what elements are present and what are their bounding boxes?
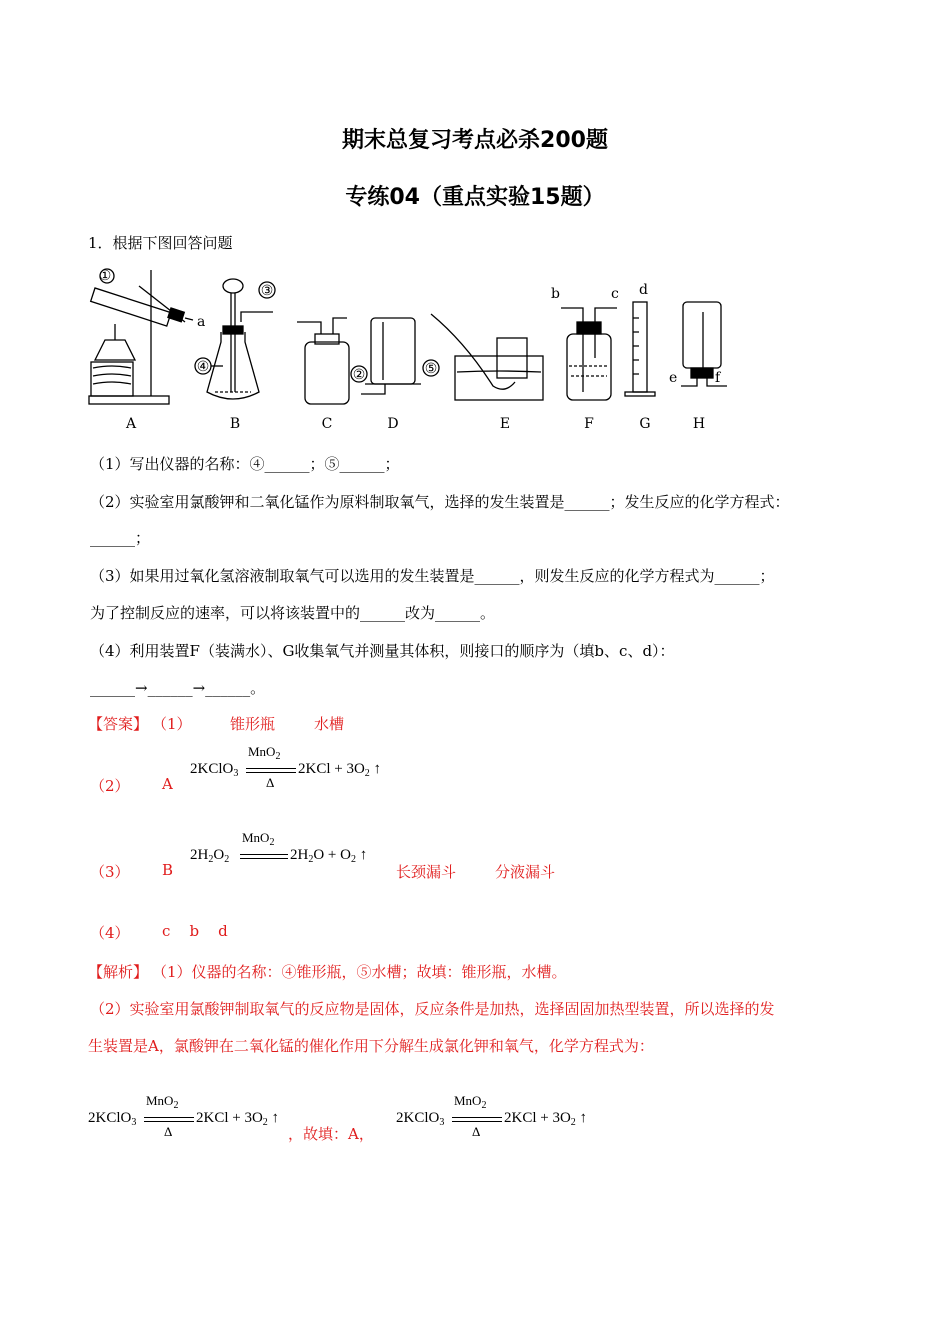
equation-kclo3-analysis-1: 2KClO$_3$ MnO$_2$ Δ $2KCl + 3O_2$ ↑ [88,1093,280,1139]
analysis-label: 【解析】 [88,963,149,981]
port-e: e [669,370,678,386]
label-h: H [692,416,706,432]
port-a: a [197,314,206,330]
page-title: 期末总复习考点必杀200题 [342,128,608,153]
label-d: D [387,416,399,432]
answer-2-value: A [162,775,173,793]
question-stem: 1．根据下图回答问题 [88,234,233,252]
port-f: f [715,370,721,386]
answer-1-value-2: 水槽 [314,715,345,733]
question-part-3: （3）如果用过氧化氢溶液制取氧气可以选用的发生装置是______，则发生反应的化学方程式为______； [90,567,775,585]
label-b: B [229,416,241,432]
answer-3-value-3: 分液漏斗 [495,863,556,881]
apparatus-g [625,302,655,396]
label-c: C [321,416,333,432]
label-a: A [125,416,137,432]
analysis-fill-answer: ，故填：A， [288,1125,374,1143]
page-subtitle: 专练04（重点实验15题） [345,185,605,210]
analysis-part-1: （1）仪器的名称：④锥形瓶，⑤水槽；故填：锥形瓶，水槽。 [152,963,567,981]
question-part-4-blanks: ______→______→______。 [90,679,266,697]
question-part-2-blank: ______； [90,529,151,547]
analysis-part-2: （2）实验室用氯酸钾制取氧气的反应物是固体，反应条件是加热，选择固固加热型装置，所以选择的发 [90,1000,775,1018]
equation-kclo3-answer: 2KClO$_3$ MnO$_2$ Δ $2KCl + 3O_2$ ↑ [190,744,382,790]
question-part-2: （2）实验室用氯酸钾和二氧化锰作为原料制取氧气，选择的发生装置是______；发生反应的化学方程式： [90,493,790,511]
answer-4-number: （4） [90,924,130,942]
apparatus-d [361,318,421,394]
label-e: E [499,416,511,432]
answer-1-number: （1） [152,715,192,733]
label-g: G [639,416,651,432]
marker-4: ④ [196,359,210,375]
marker-2: ② [352,367,366,383]
question-part-4: （4）利用装置F（装满水）、G收集氧气并测量其体积，则接口的顺序为（填b、c、d）： [90,642,675,660]
port-c: c [611,286,619,302]
answer-3-value: B [162,861,174,879]
apparatus-a [89,269,193,404]
port-d: d [639,282,648,298]
answer-2-number: （2） [90,777,130,795]
answer-label: 【答案】 [88,715,149,733]
answer-3-value-2: 长颈漏斗 [396,863,457,881]
apparatus-f [561,308,617,400]
answer-3-number: （3） [90,863,130,881]
question-part-1: （1）写出仪器的名称：④______；⑤______； [90,455,400,473]
answer-1-value-1: 锥形瓶 [230,715,276,733]
marker-3: ③ [260,283,274,299]
marker-1: ① [98,268,112,284]
question-part-3-cont: 为了控制反应的速率，可以将该装置中的______改为______。 [90,604,496,622]
apparatus-e [423,314,543,400]
label-f: F [584,416,594,432]
equation-kclo3-analysis-2: 2KClO$_3$ MnO$_2$ Δ $2KCl + 3O_2$ ↑ [396,1093,588,1139]
equation-h2o2-answer: $2H_2O_2$ MnO$_2$ $2H_2O + O_2$ ↑ [190,830,368,865]
analysis-part-2-cont: 生装置是A，氯酸钾在二氧化锰的催化作用下分解生成氯化钾和氧气，化学方程式为： [88,1037,654,1055]
answer-4-value: c b d [162,922,228,940]
apparatus-c [297,318,367,404]
marker-5: ⑤ [424,361,438,377]
apparatus-diagram [85,262,750,434]
port-b: b [551,286,560,302]
